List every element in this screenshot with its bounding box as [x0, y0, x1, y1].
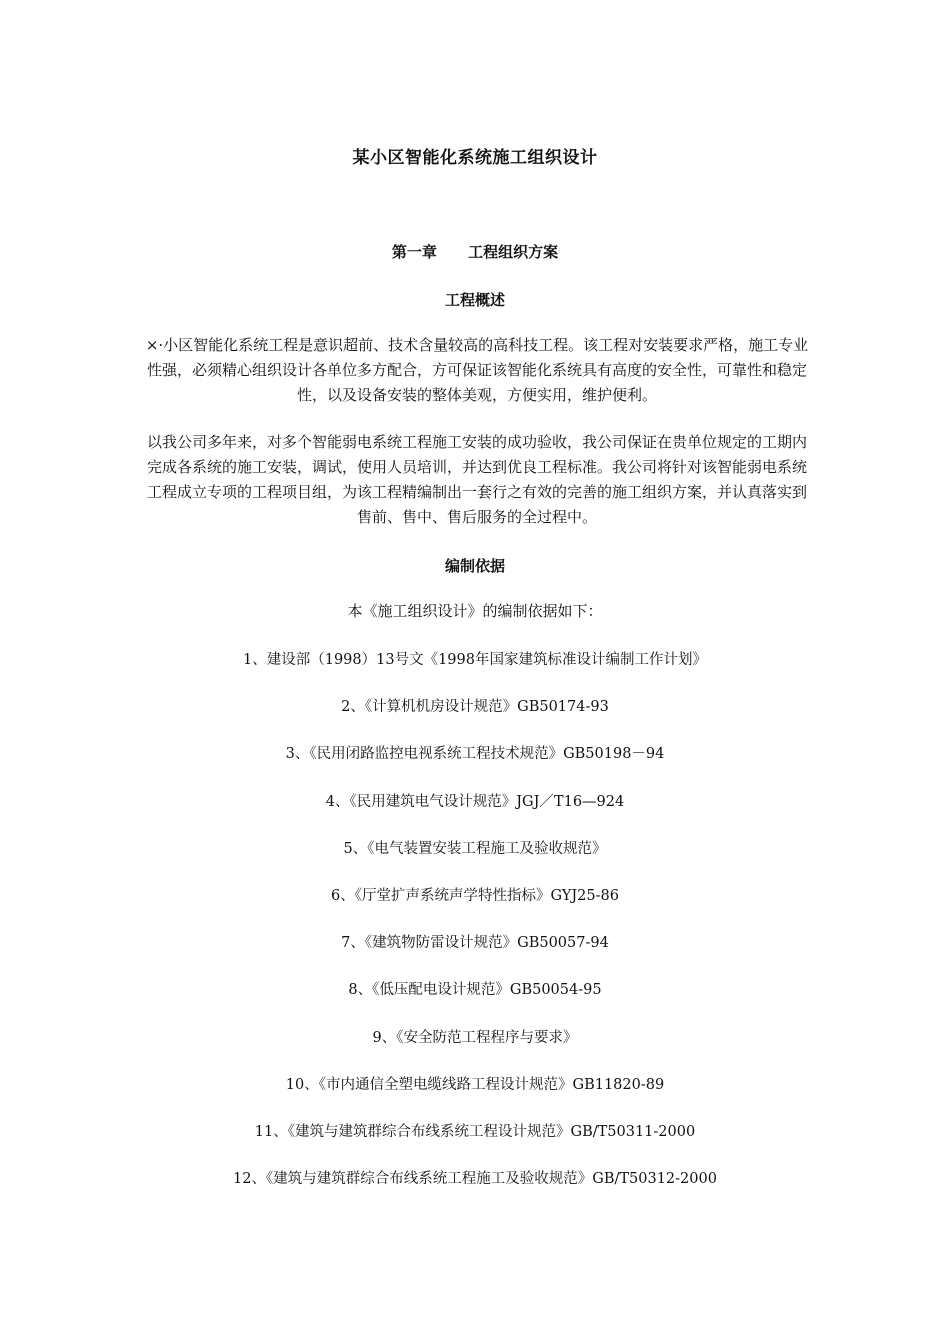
overview-paragraph-1: ×·小区智能化系统工程是意识超前、技术含量较高的高科技工程。该工程对安装要求严格，施工专业性强，必须精心组织设计各单位多方配合，方可保证该智能化系统具有高度的安全性，可靠性和稳定性，以及设备安装的整体美观，方便实用，维护便利。	[145, 336, 809, 404]
reference-item: 1、建设部（1998）13号文《1998年国家建筑标准设计编制工作计划》	[243, 652, 707, 668]
reference-item: 5、《电气装置安装工程施工及验收规范》	[343, 840, 607, 857]
reference-item: 9、《安全防范工程程序与要求》	[372, 1029, 578, 1046]
reference-item: 6、《厅堂扩声系统声学特性指标》GYJ25-86	[331, 887, 619, 904]
overview-paragraph-2: 以我公司多年来，对多个智能弱电系统工程施工安装的成功验收，我公司保证在贵单位规定的工期内完成各系统的施工安装，调试，使用人员培训，并达到优良工程标准。我公司将针对该智能弱电系统工程成立专项的工程项目组，为该工程精编制出一套行之有效的完善的施工组织方案，并认真落实到售前、售中、售后服务的全过程中。	[146, 433, 807, 526]
chapter-heading	[0, 241, 950, 262]
reference-item: 4、《民用建筑电气设计规范》JGJ／T16—924	[325, 793, 625, 810]
basis-intro: 本《施工组织设计》的编制依据如下：	[347, 602, 603, 620]
reference-item: 8、《低压配电设计规范》GB50054-95	[348, 982, 602, 999]
reference-item: 11、《建筑与建筑群综合布线系统工程设计规范》GB/T50311-2000	[254, 1123, 696, 1140]
document-title: 某小区智能化系统施工组织设计	[352, 148, 598, 168]
reference-item: 10、《市内通信全塑电缆线路工程设计规范》GB11820-89	[285, 1076, 665, 1093]
reference-list	[0, 649, 950, 1215]
section-heading-overview: 工程概述	[444, 291, 505, 309]
reference-item: 3、《民用闭路监控电视系统工程技术规范》GB50198－94	[285, 746, 665, 763]
section-heading-basis: 编制依据	[444, 557, 505, 575]
chapter-name: 工程组织方案	[468, 243, 559, 261]
reference-item: 2、《计算机机房设计规范》GB50174-93	[341, 699, 609, 716]
reference-item: 7、《建筑物防雷设计规范》GB50057-94	[341, 935, 609, 952]
chapter-number: 第一章	[391, 243, 437, 261]
reference-item: 12、《建筑与建筑群综合布线系统工程施工及验收规范》GB/T50312-2000	[233, 1171, 717, 1188]
